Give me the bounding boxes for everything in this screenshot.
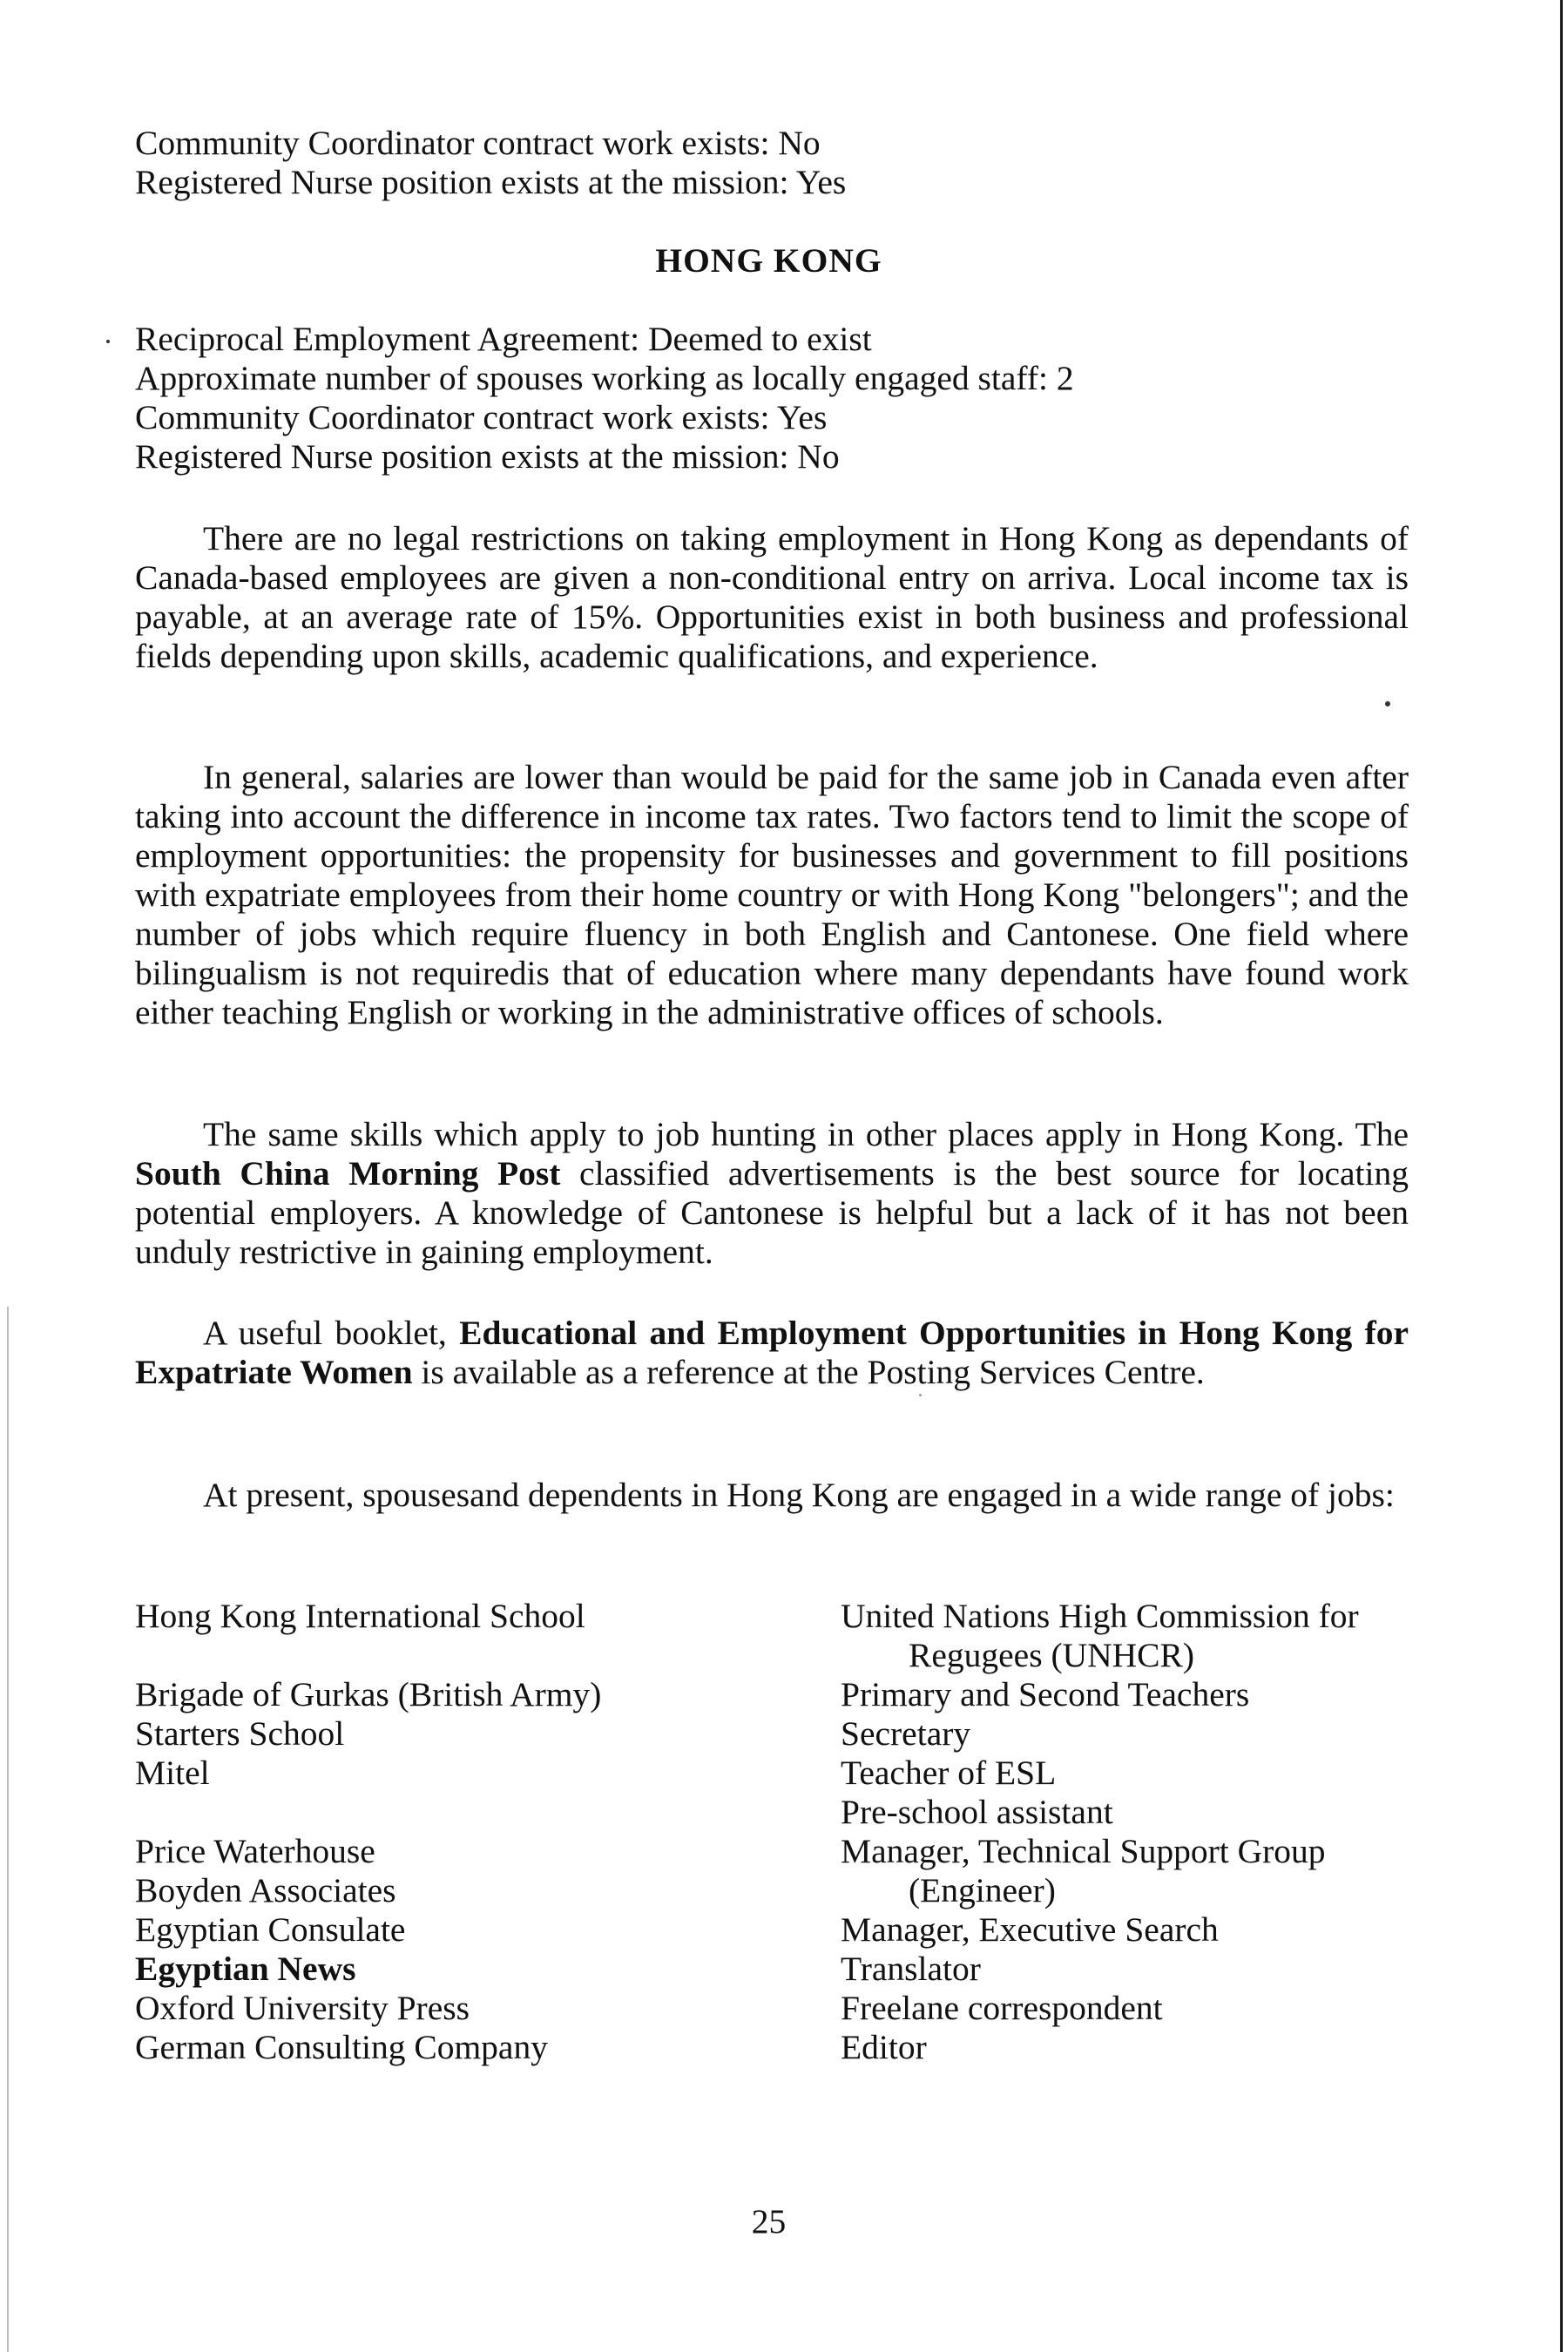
info-line: Community Coordinator contract work exists: No: [135, 124, 821, 162]
employer-item: Egyptian News: [135, 1950, 356, 1988]
info-line: Registered Nurse position exists at the mission: Yes: [135, 163, 847, 201]
employer-item: Starters School: [135, 1714, 345, 1753]
newspaper-title: South China Morning Post: [135, 1154, 561, 1193]
employer-item: German Consulting Company: [135, 2028, 548, 2066]
scan-speck: [106, 340, 110, 343]
fact-line: Community Coordinator contract work exists: Yes: [135, 398, 828, 436]
paragraph-legal: There are no legal restrictions on taking employment in Hong Kong as dependants of Canada-based employees are given a non-conditional entry on arriva. Local income tax is payable, at an average rate of 15%. Opportunities exist in both business and professional fields depending upon skills, academic qualifications, and experience.: [135, 519, 1409, 675]
job-list: [841, 1597, 1468, 2067]
list-gap: [135, 1636, 797, 1675]
paragraph-job-hunting: [135, 1115, 1409, 1272]
employer-list: [135, 1597, 797, 2067]
job-item: Pre-school assistant: [841, 1793, 1113, 1831]
list-gap: [135, 1793, 797, 1832]
job-item: Editor: [841, 2028, 927, 2066]
scan-edge-right: [1560, 0, 1563, 2352]
booklet-title: Educational and Employment Opportunities in Hong Kong for Expatriate Women: [135, 1314, 1409, 1391]
fact-line: Reciprocal Employment Agreement: Deemed to exist: [135, 320, 872, 358]
employer-item: Egyptian Consulate: [135, 1910, 406, 1949]
employer-item: Hong Kong International School: [135, 1597, 585, 1635]
job-item: Freelane correspondent: [841, 1989, 1163, 2027]
paragraph-booklet: [135, 1314, 1409, 1392]
employer-item: Price Waterhouse: [135, 1832, 375, 1870]
job-item-continued: (Engineer): [909, 1871, 1056, 1909]
scan-speck: [1385, 701, 1390, 706]
job-item: Secretary: [841, 1714, 971, 1753]
employer-item: Mitel: [135, 1754, 210, 1792]
job-item: United Nations High Commission for: [841, 1597, 1359, 1635]
paragraph-salaries: In general, salaries are lower than would be paid for the same job in Canada even after taking into account the difference in income tax rates. Two factors tend to limit the scope of employment opportunities: the propensity for businesses and government to fill positions with expatriate employees from their home country or with Hong Kong "belongers"; and the number of jobs which require fluency in both English and Cantonese. One field where bilingualism is not requiredis that of education where many dependants have found work either teaching English or working in the administrative offices of schools.: [135, 758, 1409, 1031]
job-item: Primary and Second Teachers: [841, 1675, 1250, 1713]
scan-speck: [919, 1394, 922, 1396]
job-item: Manager, Technical Support Group: [841, 1832, 1326, 1870]
employer-item: Boyden Associates: [135, 1871, 396, 1909]
paragraph-present: At present, spousesand dependents in Hong Kong are engaged in a wide range of jobs:: [203, 1476, 1395, 1514]
scan-edge-left: [7, 1307, 9, 2352]
page-number: 25: [751, 2202, 787, 2240]
employer-item: Oxford University Press: [135, 1989, 470, 2027]
job-item-continued: Regugees (UNHCR): [909, 1636, 1195, 1674]
text-run: The same skills which apply to job hunting in other places apply in Hong Kong. The: [203, 1115, 1409, 1153]
fact-line: Approximate number of spouses working as locally engaged staff: 2: [135, 359, 1074, 397]
job-item: Translator: [841, 1950, 981, 1988]
employer-item: Brigade of Gurkas (British Army): [135, 1675, 602, 1713]
previous-section-info: [135, 124, 1411, 202]
section-heading: HONG KONG: [655, 241, 882, 280]
fact-line: Registered Nurse position exists at the mission: No: [135, 437, 840, 476]
text-run: A useful booklet,: [203, 1314, 460, 1352]
section-facts: [135, 320, 1411, 476]
job-item: Manager, Executive Search: [841, 1910, 1219, 1949]
job-item: Teacher of ESL: [841, 1754, 1057, 1792]
text-run: is available as a reference at the Posting Services Centre.: [412, 1353, 1205, 1391]
text-run: classified advertisements is the best source for locating potential employers. A knowledge of Cantonese is helpful but a lack of it has not been unduly restrictive in gaining employment.: [135, 1154, 1409, 1271]
